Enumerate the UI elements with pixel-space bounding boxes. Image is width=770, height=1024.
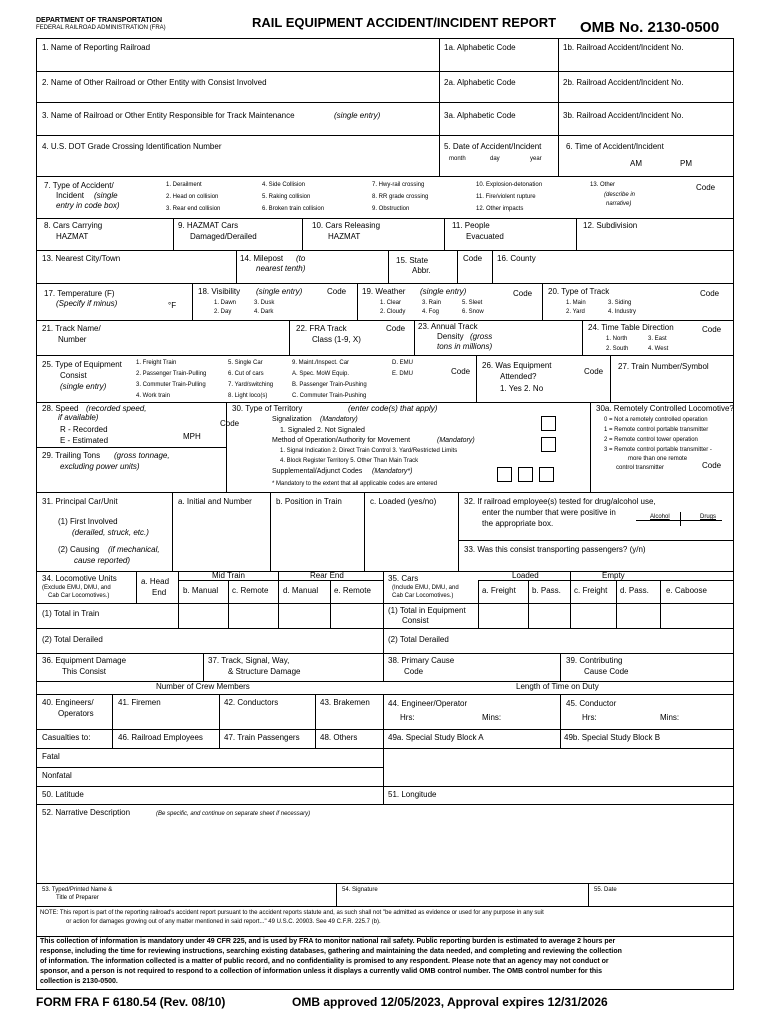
field-32-label-c: the appropriate box. [482, 519, 554, 528]
field-40-label-b: Operators [58, 709, 94, 718]
t25-item-8: 8. Light loco(s) [228, 393, 268, 399]
field-18-single: (single entry) [256, 287, 303, 296]
field-38-label-b: Code [404, 667, 424, 676]
field-3a-label: 3a. Alphabetic Code [444, 111, 516, 120]
field-19-code: Code [513, 289, 533, 298]
field-22-label-b: Class (1-9, X) [312, 335, 361, 344]
field-12-label: 12. Subdivision [583, 221, 638, 230]
agency-name: FEDERAL RAILROAD ADMINISTRATION (FRA) [36, 25, 166, 31]
field-45-mins: Mins: [660, 713, 680, 722]
field-26-label: 26. Was Equipment [482, 361, 552, 370]
field-32-label-b: enter the number that were positive in [482, 508, 616, 517]
field-30-sub: (enter code(s) that apply) [348, 404, 438, 413]
note-line-2: or action for damages growing out of any matter mentioned in said report..." 49 U.S.C. 20903. See 49 C.F.R. 225.7 (b). [66, 919, 381, 925]
field-30-method-m: (Mandatory) [437, 437, 475, 444]
field-30-sig-m: (Mandatory) [320, 416, 358, 423]
field-35-label-b: (Include EMU, DMU, and [392, 585, 459, 591]
field-28-code: Code [220, 419, 240, 428]
form-title: RAIL EQUIPMENT ACCIDENT/INCIDENT REPORT [252, 15, 557, 30]
field-34-mid: Mid Train [212, 571, 245, 580]
field-10-label: 10. Cars Releasing [312, 221, 381, 230]
t19-item-1: 1. Clear [380, 300, 402, 306]
field-44-mins: Mins: [482, 713, 502, 722]
field-30a-opt2: 2 = Remote control tower operation [604, 437, 698, 443]
t24-item-4: 4. West [648, 346, 669, 352]
field-40-label: 40. Engineers/ [42, 698, 94, 707]
field-30-sig: Signalization [272, 416, 312, 423]
field-35-c-freight: c. Freight [574, 586, 608, 595]
crew-members-header: Number of Crew Members [156, 682, 250, 691]
field-52-sub: (Be specific, and continue on separate sheet if necessary) [156, 811, 311, 817]
field-35-loaded: Loaded [512, 571, 539, 580]
field-30-method-box[interactable] [541, 437, 556, 452]
field-44-label: 44. Engineer/Operator [388, 699, 468, 708]
t7-item-2: 2. Head on collision [166, 194, 219, 200]
field-6-am: AM [630, 159, 642, 168]
t19-item-3: 3. Rain [422, 300, 442, 306]
omb-approval: OMB approved 12/05/2023, Approval expires 12/31/2026 [292, 995, 608, 1009]
field-7-label: 7. Type of Accident/ [44, 181, 114, 190]
t20-item-2: 2. Yard [566, 309, 585, 315]
field-30-method: Method of Operation/Authority for Movement [272, 437, 411, 444]
field-16-label: 16. County [497, 254, 536, 263]
field-15-label-b: Abbr. [412, 266, 431, 275]
t19-item-2: 2. Cloudy [380, 309, 406, 315]
field-3-single: (single entry) [334, 111, 381, 120]
field-30-sig-opts: 1. Signaled 2. Not Signaled [280, 427, 365, 434]
field-23-label-c: (gross [470, 332, 493, 341]
field-8-label: 8. Cars Carrying [44, 221, 103, 230]
field-45-hrs: Hrs: [582, 713, 597, 722]
field-29-label-c: excluding power units) [60, 462, 140, 471]
field-30a-opt3b: more than one remote [628, 456, 688, 462]
field-53-label-b: Title of Preparer [56, 895, 99, 901]
field-7-label-b: Incident [56, 191, 85, 200]
field-30-supp-box-3[interactable] [539, 467, 554, 482]
field-53-label: 53. Typed/Printed Name & [42, 887, 113, 893]
field-45-label: 45. Conductor [566, 699, 617, 708]
t25-item-2: 2. Passenger Train-Pulling [136, 371, 207, 377]
field-51-label: 51. Longitude [388, 790, 437, 799]
field-5-label: 5. Date of Accident/Incident [444, 142, 542, 151]
t18-item-4: 4. Dark [254, 309, 274, 315]
field-34-d-manual: d. Manual [283, 586, 319, 595]
field-31-row2-c: cause reported) [74, 556, 131, 565]
field-31-label: 31. Principal Car/Unit [42, 497, 118, 506]
t25-item-9: 9. Maint./Inspect. Car [292, 360, 350, 366]
field-23-label: 23. Annual Track [418, 322, 478, 331]
form-number: FORM FRA F 6180.54 (Rev. 08/10) [36, 995, 226, 1009]
field-35-e-caboose: e. Caboose [666, 586, 707, 595]
field-18-code: Code [327, 287, 347, 296]
t19-item-4: 4. Fog [422, 309, 440, 315]
t25-item-13: D. EMU [392, 360, 413, 366]
field-7-code: Code [696, 183, 716, 192]
field-49b-label: 49b. Special Study Block B [564, 733, 661, 742]
t18-item-2: 2. Day [214, 309, 232, 315]
field-30a-opt3: 3 = Remote control portable transmitter - [604, 447, 712, 453]
field-49a-label: 49a. Special Study Block A [388, 733, 484, 742]
time-on-duty-header: Length of Time on Duty [516, 682, 599, 691]
t18-item-3: 3. Dusk [254, 300, 275, 306]
field-46-label: 46. Railroad Employees [118, 733, 203, 742]
t7-item-10: 10. Explosion-detonation [476, 182, 543, 188]
field-2a-label: 2a. Alphabetic Code [444, 78, 516, 87]
field-11-label: 11. People [452, 221, 490, 230]
dept-name: DEPARTMENT OF TRANSPORTATION [36, 17, 162, 24]
field-39-label: 39. Contributing [566, 656, 623, 665]
field-34-label-b: (Exclude EMU, DMU, and [42, 585, 111, 591]
field-30a-opt3c: control transmitter [616, 465, 665, 471]
field-34-e-remote: e. Remote [334, 586, 371, 595]
field-34-total-derailed: (2) Total Derailed [42, 635, 103, 644]
t7-item-4: 4. Side Collision [262, 182, 306, 188]
field-31-row2: (2) Causing [58, 545, 100, 554]
field-4-label: 4. U.S. DOT Grade Crossing Identification Number [42, 142, 222, 151]
field-50-label: 50. Latitude [42, 790, 84, 799]
field-30-sig-box[interactable] [541, 416, 556, 431]
field-35-total-b: Consist [402, 616, 429, 625]
field-14-label-c: nearest tenth) [256, 264, 306, 273]
burden-line-3: of information. The information collected is a matter of public record, and no confidentiality is promised to any respondent. Please note that an agency may not conduct or [40, 958, 609, 965]
t20-item-1: 1. Main [566, 300, 586, 306]
field-31-row1: (1) First Involved [58, 517, 118, 526]
t7-item-12: 12. Other impacts [476, 206, 524, 212]
field-24-code: Code [702, 325, 722, 334]
field-34-total-train: (1) Total in Train [42, 609, 100, 618]
field-39-label-b: Cause Code [584, 667, 629, 676]
t25-item-11: B. Passenger Train-Pushing [292, 382, 367, 388]
field-25-label-b: Consist [60, 371, 87, 380]
field-30-supp: Supplemental/Adjunct Codes [272, 468, 363, 475]
field-36-label-b: This Consist [62, 667, 107, 676]
t7-item-6: 6. Broken train collision [262, 206, 325, 212]
t7-item-3: 3. Rear end collision [166, 206, 221, 212]
omb-number: OMB No. 2130-0500 [580, 19, 720, 36]
field-31-row1-b: (derailed, struck, etc.) [72, 528, 149, 537]
field-29-label-b: (gross tonnage, [114, 451, 170, 460]
field-28-label-c: if available) [58, 413, 99, 422]
field-28-estimated: E - Estimated [60, 436, 109, 445]
field-30-supp-box-2[interactable] [518, 467, 533, 482]
field-30-note: * Mandatory to the extent that all applicable codes are entered [272, 481, 438, 487]
t24-item-2: 2. South [606, 346, 629, 352]
field-35-empty: Empty [602, 571, 625, 580]
field-23-label-d: tons in millions) [437, 342, 493, 351]
field-38-label: 38. Primary Cause [388, 656, 455, 665]
field-1b-label: 1b. Railroad Accident/Incident No. [563, 43, 684, 52]
field-30a-opt0: 0 = Not a remotely controlled operation [604, 417, 708, 423]
field-11-label-b: Evacuated [466, 232, 504, 241]
field-35-total: (1) Total in Equipment [388, 606, 466, 615]
field-6-label: 6. Time of Accident/Incident [566, 142, 664, 151]
narrative-area[interactable] [40, 822, 730, 880]
t25-item-5: 5. Single Car [228, 360, 263, 366]
field-30a-label: 30a. Remotely Controlled Locomotive? [596, 404, 734, 413]
field-14-label: 14. Milepost [240, 254, 284, 263]
field-25-label: 25. Type of Equipment [42, 360, 122, 369]
t25-item-3: 3. Commuter Train-Pulling [136, 382, 206, 388]
field-55-label: 55. Date [594, 887, 617, 893]
field-17-deg: °F [168, 301, 177, 310]
field-30-label: 30. Type of Territory [232, 404, 303, 413]
t20-item-3: 3. Siding [608, 300, 632, 306]
field-34-head: a. Head [141, 577, 170, 586]
t25-item-1: 1. Freight Train [136, 360, 177, 366]
t25-item-6: 6. Cut of cars [228, 371, 264, 377]
field-34-rear: Rear End [310, 571, 344, 580]
field-17-label-b: (Specify if minus) [56, 299, 118, 308]
field-30a-code: Code [702, 461, 722, 470]
field-31b-label: b. Position in Train [276, 497, 342, 506]
field-10-label-b: HAZMAT [328, 232, 361, 241]
field-35-total-derailed: (2) Total Derailed [388, 635, 449, 644]
t7-other-a: (describe in [604, 192, 636, 198]
field-37-label: 37. Track, Signal, Way, [208, 656, 290, 665]
field-6-pm: PM [680, 159, 692, 168]
field-5-month: month [449, 156, 466, 162]
field-5-day: day [490, 156, 500, 162]
field-15-label: 15. State [396, 256, 429, 265]
field-34-label: 34. Locomotive Units [42, 574, 117, 583]
field-21-label-b: Number [58, 335, 87, 344]
field-7-label-c: (single [94, 191, 118, 200]
field-44-hrs: Hrs: [400, 713, 415, 722]
field-31c-label: c. Loaded (yes/no) [370, 497, 437, 506]
field-35-label-c: Cab Car Locomotives.) [392, 593, 454, 599]
field-35-d-pass: d. Pass. [620, 586, 649, 595]
field-23-label-b: Density [437, 332, 464, 341]
field-28-label-b: (recorded speed, [86, 404, 147, 413]
field-48-label: 48. Others [320, 733, 358, 742]
field-54-label: 54. Signature [342, 887, 378, 893]
field-34-c-remote: c. Remote [232, 586, 269, 595]
burden-line-4: sponsor, and a person is not required to respond to a collection of information unless it displays a currently valid OMB control number. The OMB control number for this [40, 968, 603, 975]
t7-other-b: narrative) [606, 201, 632, 207]
field-32-drugs: Drugs [700, 514, 717, 520]
field-34-label-c: Cab Car Locomotives.) [48, 593, 110, 599]
field-31a-label: a. Initial and Number [178, 497, 252, 506]
field-37-label-b: & Structure Damage [228, 667, 301, 676]
field-13-label: 13. Nearest City/Town [42, 254, 121, 263]
field-3b-label: 3b. Railroad Accident/Incident No. [563, 111, 684, 120]
field-1a-label: 1a. Alphabetic Code [444, 43, 516, 52]
field-25-label-c: (single entry) [60, 382, 107, 391]
t24-item-3: 3. East [648, 336, 667, 342]
casualties-label: Casualties to: [42, 733, 91, 742]
t25-item-4: 4. Work train [136, 393, 170, 399]
field-28-mph: MPH [183, 432, 201, 441]
field-42-label: 42. Conductors [224, 698, 279, 707]
field-19-single: (single entry) [420, 287, 467, 296]
field-31-row2-b: (if mechanical, [108, 545, 160, 554]
t25-item-10: A. Spec. MoW Equip. [292, 371, 350, 377]
burden-line-5: collection is 2130-0500. [40, 978, 118, 985]
field-9-label: 9. HAZMAT Cars [178, 221, 239, 230]
field-3-label: 3. Name of Railroad or Other Entity Responsible for Track Maintenance [42, 111, 295, 120]
field-30-supp-m: (Mandatory*) [372, 468, 413, 475]
t25-item-14: E. DMU [392, 371, 413, 377]
field-32-label: 32. If railroad employee(s) tested for drug/alcohol use, [464, 497, 656, 506]
field-35-b-pass: b. Pass. [532, 586, 561, 595]
t20-item-4: 4. Industry [608, 309, 637, 315]
field-30-method-opts1: 1. Signal Indication 2. Direct Train Control 3. Yard/Restricted Limits [280, 448, 458, 454]
field-30a-opt1: 1 = Remote control portable transmitter [604, 427, 709, 433]
field-7-label-d: entry in code box) [56, 201, 120, 210]
note-line-1: NOTE: This report is part of the reporting railroad's accident report pursuant to the accident reports statute and, as such shall not "be admitted as evidence or used for any purpose in any suit [40, 910, 544, 916]
field-26-label-b: Attended? [500, 372, 537, 381]
field-2b-label: 2b. Railroad Accident/Incident No. [563, 78, 684, 87]
field-52-label: 52. Narrative Description [42, 808, 131, 817]
field-24-label: 24. Time Table Direction [588, 323, 674, 332]
field-28-recorded: R - Recorded [60, 425, 108, 434]
burden-line-2: response, including the time for reviewing instructions, searching existing databases, gathering and maintaining the data needed, and completing and reviewing the collection [40, 948, 622, 955]
field-20-label: 20. Type of Track [548, 287, 610, 296]
t18-item-1: 1. Dawn [214, 300, 237, 306]
field-18-label: 18. Visibility [198, 287, 241, 296]
field-34-end: End [152, 588, 167, 597]
field-1-label: 1. Name of Reporting Railroad [42, 43, 151, 52]
t25-item-7: 7. Yard/switching [228, 382, 274, 388]
field-35-a-freight: a. Freight [482, 586, 516, 595]
field-5-year: year [530, 156, 542, 162]
t7-item-5: 5. Raking collision [262, 194, 311, 200]
t19-item-6: 6. Snow [462, 309, 484, 315]
field-9-label-b: Damaged/Derailed [190, 232, 257, 241]
nonfatal-label: Nonfatal [42, 771, 72, 780]
field-35-label: 35. Cars [388, 574, 419, 583]
field-19-label: 19. Weather [362, 287, 406, 296]
field-26-code: Code [584, 367, 604, 376]
fatal-label: Fatal [42, 752, 60, 761]
field-2-label: 2. Name of Other Railroad or Other Entity with Consist Involved [42, 78, 267, 87]
field-36-label: 36. Equipment Damage [42, 656, 127, 665]
field-20-code: Code [700, 289, 720, 298]
t7-item-1: 1. Derailment [166, 182, 202, 188]
t7-item-11: 11. Fire/violent rupture [476, 194, 536, 200]
field-17-label: 17. Temperature (F) [44, 289, 115, 298]
field-32-alcohol: Alcohol [650, 514, 670, 520]
t24-item-1: 1. North [606, 336, 628, 342]
field-27-label: 27. Train Number/Symbol [618, 362, 709, 371]
field-43-label: 43. Brakemen [320, 698, 370, 707]
field-22-label: 22. FRA Track [296, 324, 347, 333]
field-21-label: 21. Track Name/ [42, 324, 101, 333]
t7-item-13: 13. Other [590, 182, 616, 188]
field-41-label: 41. Firemen [118, 698, 161, 707]
field-14-label-b: (to [296, 254, 306, 263]
field-30-supp-box-1[interactable] [497, 467, 512, 482]
t7-item-9: 9. Obstruction [372, 206, 410, 212]
field-47-label: 47. Train Passengers [224, 733, 300, 742]
t7-item-7: 7. Hwy-rail crossing [372, 182, 425, 188]
field-33-label: 33. Was this consist transporting passengers? (y/n) [464, 545, 646, 554]
burden-line-1: This collection of information is mandatory under 49 CFR 225, and is used by FRA to monitor national rail safety. Public reporting burden is estimated to average 2 hours per [40, 938, 616, 945]
field-30-method-opts2: 4. Block Register Territory 5. Other Than Main Track [280, 458, 419, 464]
field-28-label: 28. Speed [42, 404, 79, 413]
t19-item-5: 5. Sleet [462, 300, 483, 306]
field-34-b-manual: b. Manual [183, 586, 219, 595]
field-8-label-b: HAZMAT [56, 232, 89, 241]
field-15-code: Code [463, 254, 483, 263]
field-29-label: 29. Trailing Tons [42, 451, 101, 460]
field-25-code: Code [451, 367, 471, 376]
t7-item-8: 8. RR grade crossing [372, 194, 429, 200]
field-26-options: 1. Yes 2. No [500, 384, 544, 393]
field-22-code: Code [386, 324, 406, 333]
t25-item-12: C. Commuter Train-Pushing [292, 393, 367, 399]
